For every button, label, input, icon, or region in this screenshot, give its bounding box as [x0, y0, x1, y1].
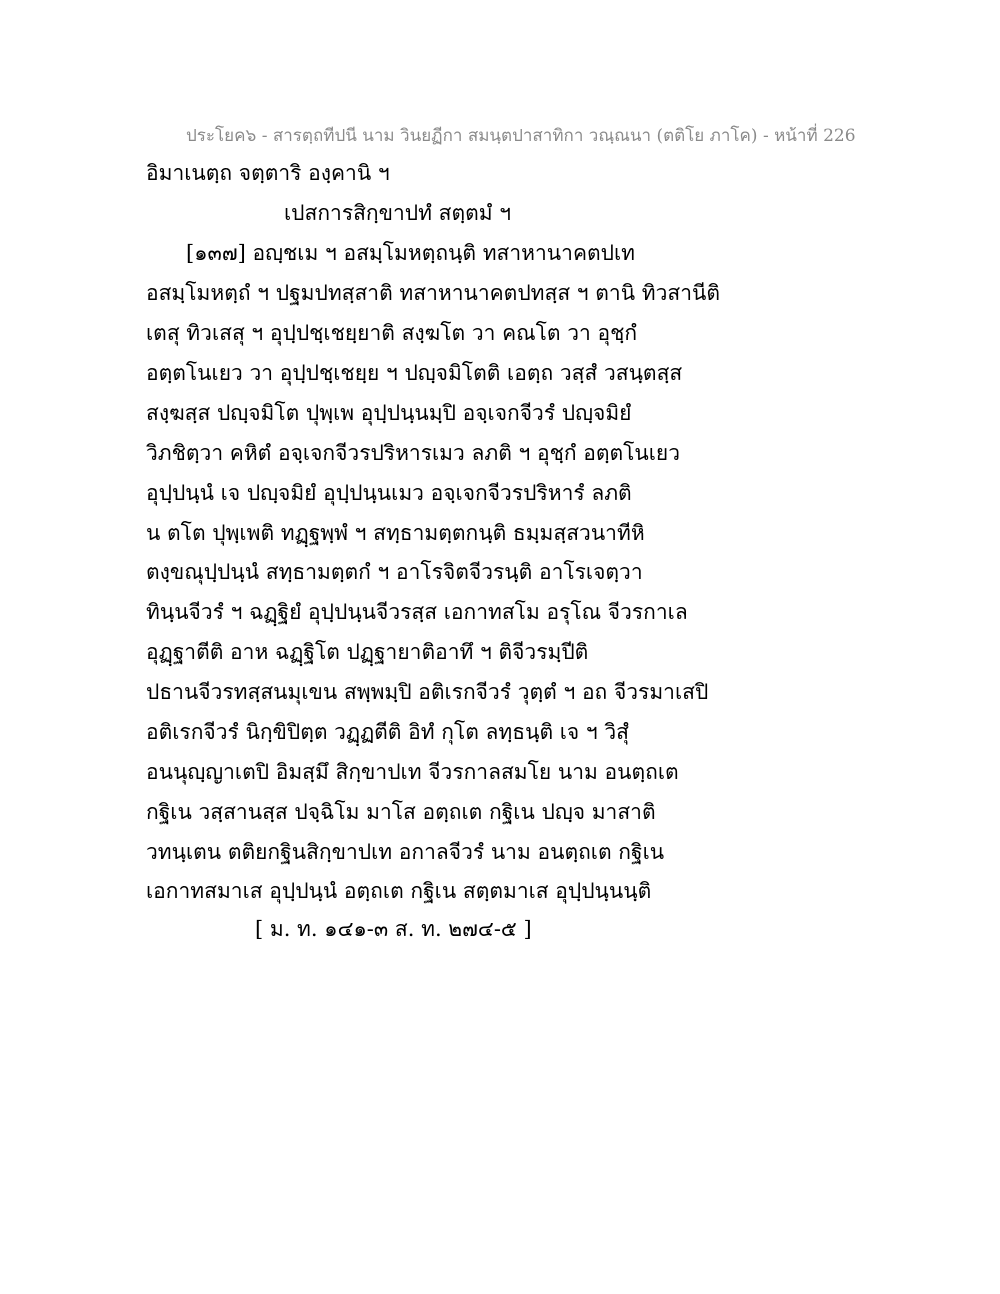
section-title: เปสการสิกฺขาปทํ สตฺตมํ ฯ: [284, 201, 512, 225]
text-line: ตงฺขณุปฺปนฺนํ สทฺธามตฺตกํ ฯ อาโรจิตจีวรนฺติ อาโรเจตฺวา: [146, 560, 643, 584]
reference-note: [ ม. ท. ๑๔๑-๓ ส. ท. ๒๗๔-๕ ]: [255, 917, 532, 941]
text-line: กฐิเน วสฺสานสฺส ปจฺฉิโม มาโส อตฺถเต กฐิเน ปญฺจ มาสาติ: [146, 800, 656, 824]
text-line: ปธานจีวรทสฺสนมุเขน สพฺพมฺปิ อติเรกจีวรํ วุตฺตํ ฯ อถ จีวรมาเสปิ: [146, 680, 709, 704]
text-line: อสมฺโมหตฺถํ ฯ ปฐมปทสฺสาติ ทสาหานาคตปทสฺส ฯ ตานิ ทิวสานีติ: [146, 281, 720, 305]
text-line: อุฏฺฐาตีติ อาห ฉฏฺฐิโต ปฏฺฐายาติอาทึ ฯ ติจีวรมฺปีติ: [146, 640, 589, 664]
text-line: อนนุญฺญาเตปิ อิมสฺมึ สิกฺขาปเท จีวรกาลสมโย นาม อนตฺถเต: [146, 760, 679, 784]
text-line: อุปฺปนฺนํ เจ ปญฺจมิยํ อุปฺปนฺนเมว อจฺเจกจีวรปริหารํ ลภติ: [146, 481, 632, 505]
text-line: ทินฺนจีวรํ ฯ ฉฏฺฐิยํ อุปฺปนฺนจีวรสฺส เอกาทสโม อรุโณ จีวรกาเล: [146, 600, 688, 624]
text-line: วิภชิตฺวา คหิตํ อจฺเจกจีวรปริหารเมว ลภติ ฯ อุชฺกํ อตฺตโนเยว: [146, 441, 681, 465]
page-header: ประโยค๖ - สารตฺถทีปนี นาม วินยฏีกา สมนฺตปาสาทิกา วณฺณนา (ตติโย ภาโค) - หน้าที่ 226: [186, 126, 856, 146]
text-line: น ตโต ปุพฺเพติ ทฏฺฐพฺพํ ฯ สทฺธามตฺตกนฺติ ธมฺมสฺสวนาทีหิ: [146, 521, 645, 545]
text-line: อติเรกจีวรํ นิกฺขิปิตฺต วฏฺฏตีติ อิทํ กุโต ลทฺธนฺติ เจ ฯ วิสุํ: [146, 720, 629, 744]
text-line: เอกาทสมาเส อุปฺปนฺนํ อตฺถเต กฐิเน สตฺตมาเส อุปฺปนฺนนฺติ: [146, 879, 652, 903]
text-line: [๑๓๗] อญฺชเม ฯ อสมฺโมหตฺถนฺติ ทสาหานาคตปเท: [186, 241, 635, 265]
text-line: อิมาเนตฺถ จตฺตาริ องฺคานิ ฯ: [146, 161, 390, 185]
text-line: อตฺตโนเยว วา อุปฺปชฺเชยฺย ฯ ปญฺจมิโตติ เอตฺถ วสฺสํ วสนฺตสฺส: [146, 361, 683, 385]
text-line: สงฺฆสฺส ปญฺจมิโต ปุพฺเพ อุปฺปนฺนมฺปิ อจฺเจกจีวรํ ปญฺจมิยํ: [146, 401, 632, 425]
text-line: เตสุ ทิวเสสุ ฯ อุปฺปชฺเชยฺยาติ สงฺฆโต วา คณโต วา อุชฺกํ: [146, 321, 638, 345]
text-line: วทนฺเตน ตติยกฐินสิกฺขาปเท อกาลจีวรํ นาม อนตฺถเต กฐิเน: [146, 840, 665, 864]
